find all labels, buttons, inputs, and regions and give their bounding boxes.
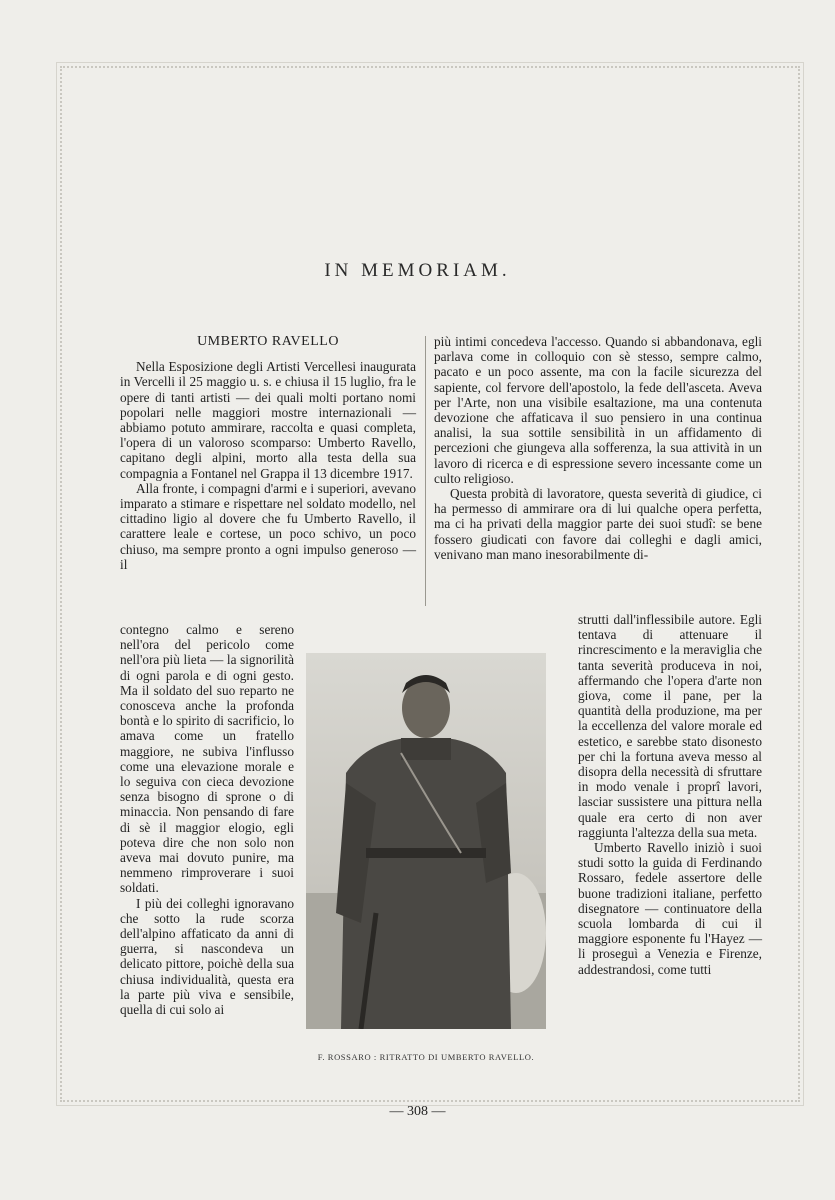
paragraph: Alla fronte, i compagni d'armi e i superiori, avevano imparato a stimare e rispettare nel soldato modello, nel cittadino ligio al dovere che fu Umberto Ravello, il carattere leale e cortese, un poco schivo, un poco chiuso, ma sempre pronto a ogni impulso generoso — il (120, 480, 416, 572)
paragraph: I più dei colleghi ignoravano che sotto la rude scorza dell'alpino affaticato da anni di guerra, si nascondeva un delicato pittore, poichè della sua chiusa individualità, questa era la parte più viva e sensibile, quella di cui solo ai (120, 895, 294, 1018)
paragraph: Umberto Ravello iniziò i suoi studi sotto la guida di Ferdinando Rossaro, fedele assertore delle buone tradizioni italiane, perfetto disegnatore — continuatore della scuola lombarda di cui il maggiore esponente fu l'Hayez — li proseguì a Venezia e Firenze, addestrandosi, come tutti (578, 840, 762, 977)
paragraph: Nella Esposizione degli Artisti Vercellesi inaugurata in Vercelli il 25 maggio u. s. e chiusa il 15 luglio, fra le opere di tanti artisti — dei quali molti portano nomi popolari nelle maggiori mostre internazionali — abbiamo potuto ammirare, raccolta e quasi completa, l'opera di un valoroso scomparso: Umberto Ravello, capitano degli alpini, morto alla testa della sua compagnia a Fontanel nel Grappa il 13 dicembre 1917. (120, 359, 416, 481)
portrait-illustration (306, 653, 546, 1029)
figure-caption: F. ROSSARO : RITRATTO DI UMBERTO RAVELLO. (317, 1052, 535, 1062)
portrait-photo (306, 653, 546, 1029)
paragraph: Questa probità di lavoratore, questa severità di giudice, ci ha permesso di ammirare ora di lui qualche opera perfetta, ma ci ha privati della maggior parte dei suoi studî: se bene fossero giudicati con favore dai colleghi e dagli amici, venivano man mano inesorabilmente di- (434, 486, 762, 562)
article-heading: UMBERTO RAVELLO (197, 334, 339, 349)
paragraph: più intimi concedeva l'accesso. Quando si abbandonava, egli parlava come in colloquio con sè stesso, sempre calmo, pacato e un poco assente, ma con la facile sicurezza del sapiente, col fervore dell'apostolo, la fede dell'asceta. Aveva per l'Arte, non una visibile esaltazione, ma una contenuta devozione che affaticava il suo pensiero in una continua analisi, la sua sottile sensibilità in un affidamento di percezioni che giungeva alla sofferenza, la sua attività in un lavoro di ricerca e di espressione severo incessante come un culto religioso. (434, 334, 762, 486)
article-column-right-bottom (578, 612, 762, 977)
article-column-right-top (434, 334, 762, 562)
article-column-left-bottom (120, 622, 294, 1017)
column-divider (425, 336, 426, 606)
page-title: IN MEMORIAM. (324, 260, 511, 281)
paragraph: strutti dall'inflessibile autore. Egli tentava di attenuare il rincrescimento e la meraviglia che tanta severità produceva in noi, affermando che l'opera d'arte non giova, come il pane, per la quantità della produzione, ma per la eccellenza del valore morale ed estetico, e sarebbe stato disonesto per chi la fortuna aveva messo al disopra della necessità di sfruttare in modo venale i proprî lavori, lasciar sussistere una pittura nella quale era certo di non aver raggiunta l'altezza della sua meta. (578, 612, 762, 840)
page-number: — 308 — (389, 1104, 446, 1119)
paragraph: contegno calmo e sereno nell'ora del pericolo come nell'ora più lieta — la signorilità di ogni parola e di ogni gesto. Ma il soldato del suo reparto ne conosceva anche la profonda bontà e lo spirito di sacrificio, lo amava come un fratello maggiore, ne subiva l'influsso come una elevazione morale e lo seguiva con cieca devozione senza bisogno di sprone o di minaccia. Non pensando di fare di sè il maggior elogio, egli poteva dire che non solo non aveva mai dovuto punire, ma nemmeno rimproverare i suoi soldati. (120, 622, 294, 896)
article-column-left-top (120, 334, 416, 572)
